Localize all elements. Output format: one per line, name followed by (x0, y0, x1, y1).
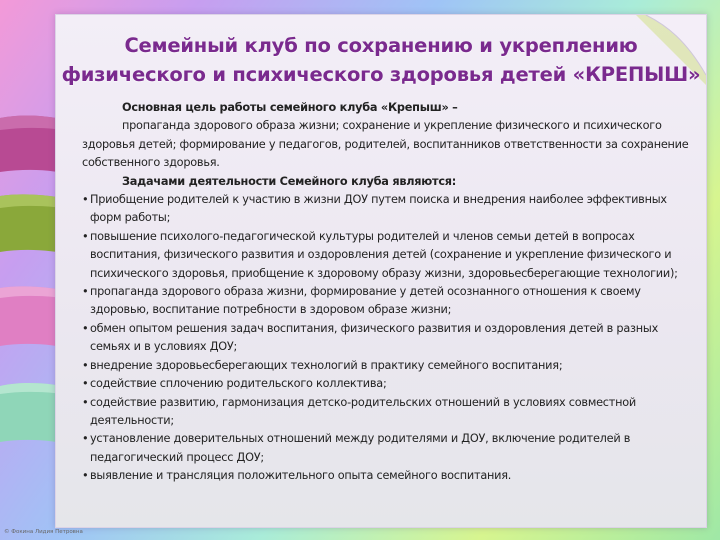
bullet-icon: • (82, 285, 89, 299)
list-item: • выявление и трансляция положительного опыта семейного воспитания. (82, 467, 696, 485)
bullet-icon: • (82, 432, 89, 446)
slide-title: Семейный клуб по сохранению и укреплению физического и психического здоровья детей «КРЕПЫШ» (61, 34, 701, 86)
list-item: • содействие развитию, гармонизация детско-родительских отношений в условиях совместной деятельности; (82, 395, 636, 427)
list-item: • обмен опытом решения задач воспитания, физического развития и оздоровления детей в разных семьях и в условиях ДОУ; (82, 321, 659, 354)
list-item: • повышение психолого-педагогической культуры родителей и членов семьи детей в вопросах воспитания, физического развития и оздоровления детей (сохранение и укрепление физического и психического здоровья, приобщение к здоровому образу жизни, здоровьесберегающие технологии); (82, 229, 678, 280)
goal-text: пропаганда здорового образа жизни; сохранение и укрепление физического и психического здоровья детей; формирование у педагогов, родителей, воспитанников ответственности за сохранение собственного здоровья. (82, 119, 689, 170)
bullet-icon: • (82, 229, 89, 243)
list-item: • содействие сплочению родительского коллектива; (82, 375, 696, 393)
list-item: • внедрение здоровьесберегающих технологий в практику семейного воспитания; (82, 357, 696, 375)
slide-body (82, 99, 696, 486)
content-card (55, 14, 707, 528)
bullet-icon: • (82, 321, 89, 335)
bullet-icon: • (82, 469, 89, 483)
goal-heading: Основная цель работы семейного клуба «Крепыш» – (122, 101, 458, 114)
bullet-icon: • (82, 395, 89, 409)
bullet-icon: • (82, 377, 89, 391)
list-item: • пропаганда здорового образа жизни, формирование у детей осознанного отношения к своему здоровью, воспитание потребности в здоровом образе жизни; (82, 285, 641, 317)
bullet-icon: • (82, 358, 89, 372)
list-item: • Приобщение родителей к участию в жизни ДОУ путем поиска и внедрения наиболее эффективных форм работы; (82, 193, 667, 225)
tasks-list (82, 191, 696, 486)
bullet-icon: • (82, 193, 89, 207)
tasks-heading: Задачами деятельности Семейного клуба являются: (122, 174, 457, 188)
author-footer: © Фокина Лидия Петровна (4, 529, 83, 535)
list-item: • установление доверительных отношений между родителями и ДОУ, включение родителей в педагогический процесс ДОУ; (82, 432, 631, 464)
